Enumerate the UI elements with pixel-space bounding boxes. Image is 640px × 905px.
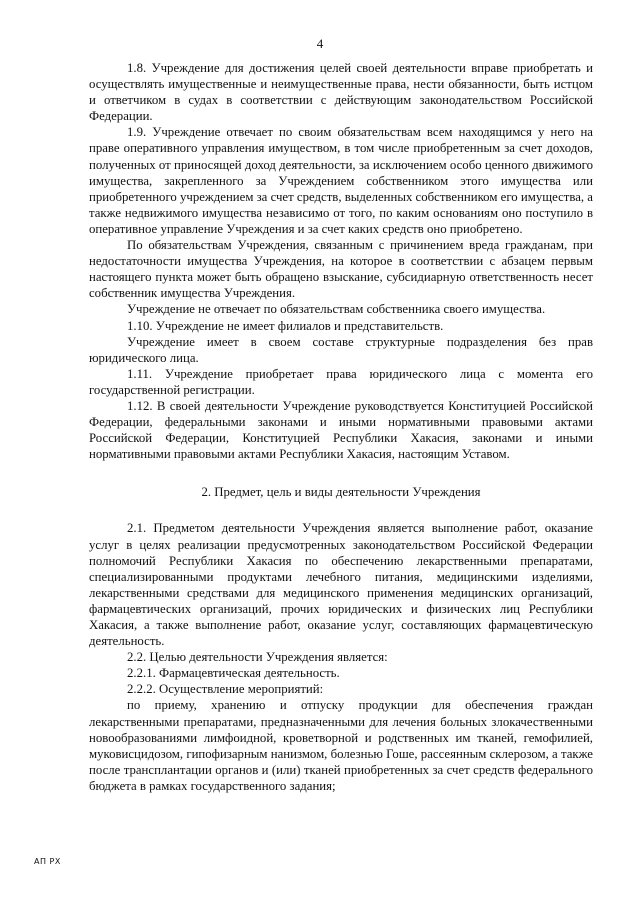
paragraph-1-11: 1.11. Учреждение приобретает права юридического лица с момента его государственной регистрации. <box>89 366 593 397</box>
paragraph-1-10: 1.10. Учреждение не имеет филиалов и представительств. <box>127 318 444 333</box>
paragraph-2-1: 2.1. Предметом деятельности Учреждения является выполнение работ, оказание услуг в целях реализации предусмотренных законодательством Российской Федерации полномочий Республики Хакасия по обеспечению лекарственными препаратами, специализированными продуктами лечебного питания, медицинскими изделиями, лекарственными средствами для медицинского применения медицинских организаций, фармацевтических организаций, прочих юридических и физических лиц Республики Хакасия, а также выполнение работ, оказание услуг, составляющих фармацевтическую деятельность. <box>89 521 593 649</box>
paragraph-1-9-liability: По обязательствам Учреждения, связанным с причинением вреда гражданам, при недостаточности имущества Учреждения, на которое в соответствии с абзацем первым настоящего пункта может быть обращено взыскание, субсидиарную ответственность несет собственник имущества Учреждения. <box>89 238 593 301</box>
paragraph-1-8: 1.8. Учреждение для достижения целей своей деятельности вправе приобретать и осуществлять имущественные и неимущественные права, нести обязанности, быть истцом и ответчиком в судах в соответствии с действующим законодательством Российской Федерации. <box>89 61 593 124</box>
document-body <box>89 60 593 794</box>
paragraph-2-2-1: 2.2.1. Фармацевтическая деятельность. <box>127 666 340 681</box>
footer-mark: АП РХ <box>34 857 61 866</box>
paragraph-1-9-owner: Учреждение не отвечает по обязательствам собственника своего имущества. <box>127 302 546 317</box>
paragraph-2-2: 2.2. Целью деятельности Учреждения является: <box>127 650 388 665</box>
page-number: 4 <box>316 36 324 51</box>
section-heading: 2. Предмет, цель и виды деятельности Учреждения <box>201 485 481 500</box>
paragraph-2-2-2: 2.2.2. Осуществление мероприятий: <box>127 682 324 697</box>
paragraph-1-10-subdivisions: Учреждение имеет в своем составе структурные подразделения без прав юридического лица. <box>89 334 593 365</box>
paragraph-1-12: 1.12. В своей деятельности Учреждение руководствуется Конституцией Российской Федерации, федеральными законами и иными нормативными правовыми актами Российской Федерации, Конституцией Республики Хакасия, законами и иными нормативными правовыми актами Республики Хакасия, настоящим Уставом. <box>89 398 593 462</box>
paragraph-2-2-2-item: по приему, хранению и отпуску продукции для обеспечения граждан лекарственными препаратами, предназначенными для лечения больных злокачественными новообразованиями лимфоидной, кроветворной и родственных им тканей, гемофилией, муковисцидозом, гипофизарным нанизмом, болезнью Гоше, рассеянным склерозом, а также после трансплантации органов и (или) тканей приобретенных за счет средств федерального бюджета в рамках государственного задания; <box>89 698 593 793</box>
paragraph-1-9: 1.9. Учреждение отвечает по своим обязательствам всем находящимся у него на праве оперативного управления имуществом, в том числе приобретенным за счет доходов, полученных от приносящей доход деятельности, за исключением особо ценного движимого имущества, закрепленного за Учреждением собственником этого имущества или приобретенного учреждением за счет средств, выделенных собственником его имущества, а также недвижимого имущества независимо от того, по каким основаниям оно поступило в оперативное управление Учреждения и за счет каких средств оно приобретено. <box>89 125 593 236</box>
